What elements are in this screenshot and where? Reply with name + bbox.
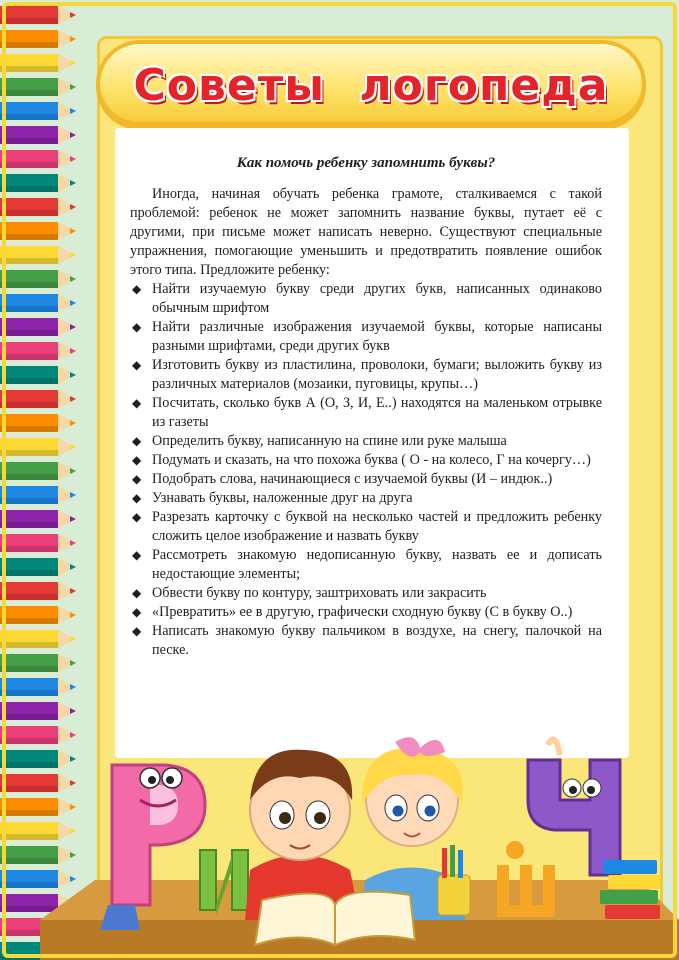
list-item: ◆ Найти различные изображения изучаемой буквы, которые написаны разными шрифтами, среди других букв [132, 319, 602, 354]
diamond-bullet-icon: ◆ [132, 396, 142, 410]
article-subtitle: Как помочь ребенку запомнить буквы? [236, 155, 496, 171]
list-item: ◆ Найти изучаемую букву среди других букв, написанных одинаково обычным шрифтом [132, 281, 602, 316]
diamond-bullet-icon: ◆ [132, 320, 142, 334]
list-item: ◆ Подобрать слова, начинающиеся с изучаемой буквы (И – индюк..) [132, 471, 553, 487]
page-title: Советы логопеда [133, 59, 609, 111]
diamond-bullet-icon: ◆ [132, 586, 142, 600]
diamond-bullet-icon: ◆ [132, 605, 142, 619]
article-intro: Иногда, начиная обучать ребенка грамоте, сталкиваемся с такой проблемой: ребенок не может запомнить название буквы, путает её с другими, при письме может написать неверно. Существуют специальные упражнения, помогающие уменьшить и предотвратить появление ошибок этого типа. Предложите ребенку: [130, 186, 602, 278]
diamond-bullet-icon: ◆ [132, 548, 142, 562]
list-item: ◆ Изготовить букву из пластилина, проволоки, бумаги; выложить букву из различных материалов (мозаики, пуговицы, крупы…) [132, 357, 602, 392]
diamond-bullet-icon: ◆ [132, 472, 142, 486]
diamond-bullet-icon: ◆ [132, 358, 142, 372]
letter-ch-character [528, 739, 620, 875]
list-item: ◆ Написать знакомую букву пальчиком в воздухе, на снегу, палочкой на песке. [132, 623, 602, 658]
pencil-cup [438, 845, 470, 915]
diamond-bullet-icon: ◆ [132, 491, 142, 505]
list-item: ◆ Рассмотреть знакомую недописанную букву, назвать ее и дописать недостающие элементы; [132, 547, 602, 582]
list-item: ◆ «Превратить» ее в другую, графически сходную букву (С в букву О..) [132, 604, 573, 620]
list-item: ◆ Посчитать, сколько букв А (О, З, И, Е..) находятся на маленьком отрывке из газеты [132, 395, 602, 430]
letter-sh-label: Ш [525, 905, 527, 906]
list-item: ◆ Разрезать карточку с буквой на несколько частей и предложить ребенку сложить целое изображение и назвать букву [132, 509, 602, 544]
diamond-bullet-icon: ◆ [132, 510, 142, 524]
list-item: ◆ Обвести букву по контуру, заштриховать или закрасить [132, 585, 487, 601]
list-item: ◆ Подумать и сказать, на что похожа буква ( О - на колесо, Г на кочергу…) [132, 452, 591, 468]
list-item: ◆ Определить букву, написанную на спине или руке малыша [132, 433, 507, 449]
diamond-bullet-icon: ◆ [132, 282, 142, 296]
diamond-bullet-icon: ◆ [132, 434, 142, 448]
diamond-bullet-icon: ◆ [132, 624, 142, 638]
letter-i-label: И [225, 905, 226, 906]
letter-r-label: Р [170, 905, 171, 906]
list-item: ◆ Узнавать буквы, наложенные друг на друга [132, 490, 413, 506]
letter-ch-label: Ч [575, 860, 576, 861]
diamond-bullet-icon: ◆ [132, 453, 142, 467]
